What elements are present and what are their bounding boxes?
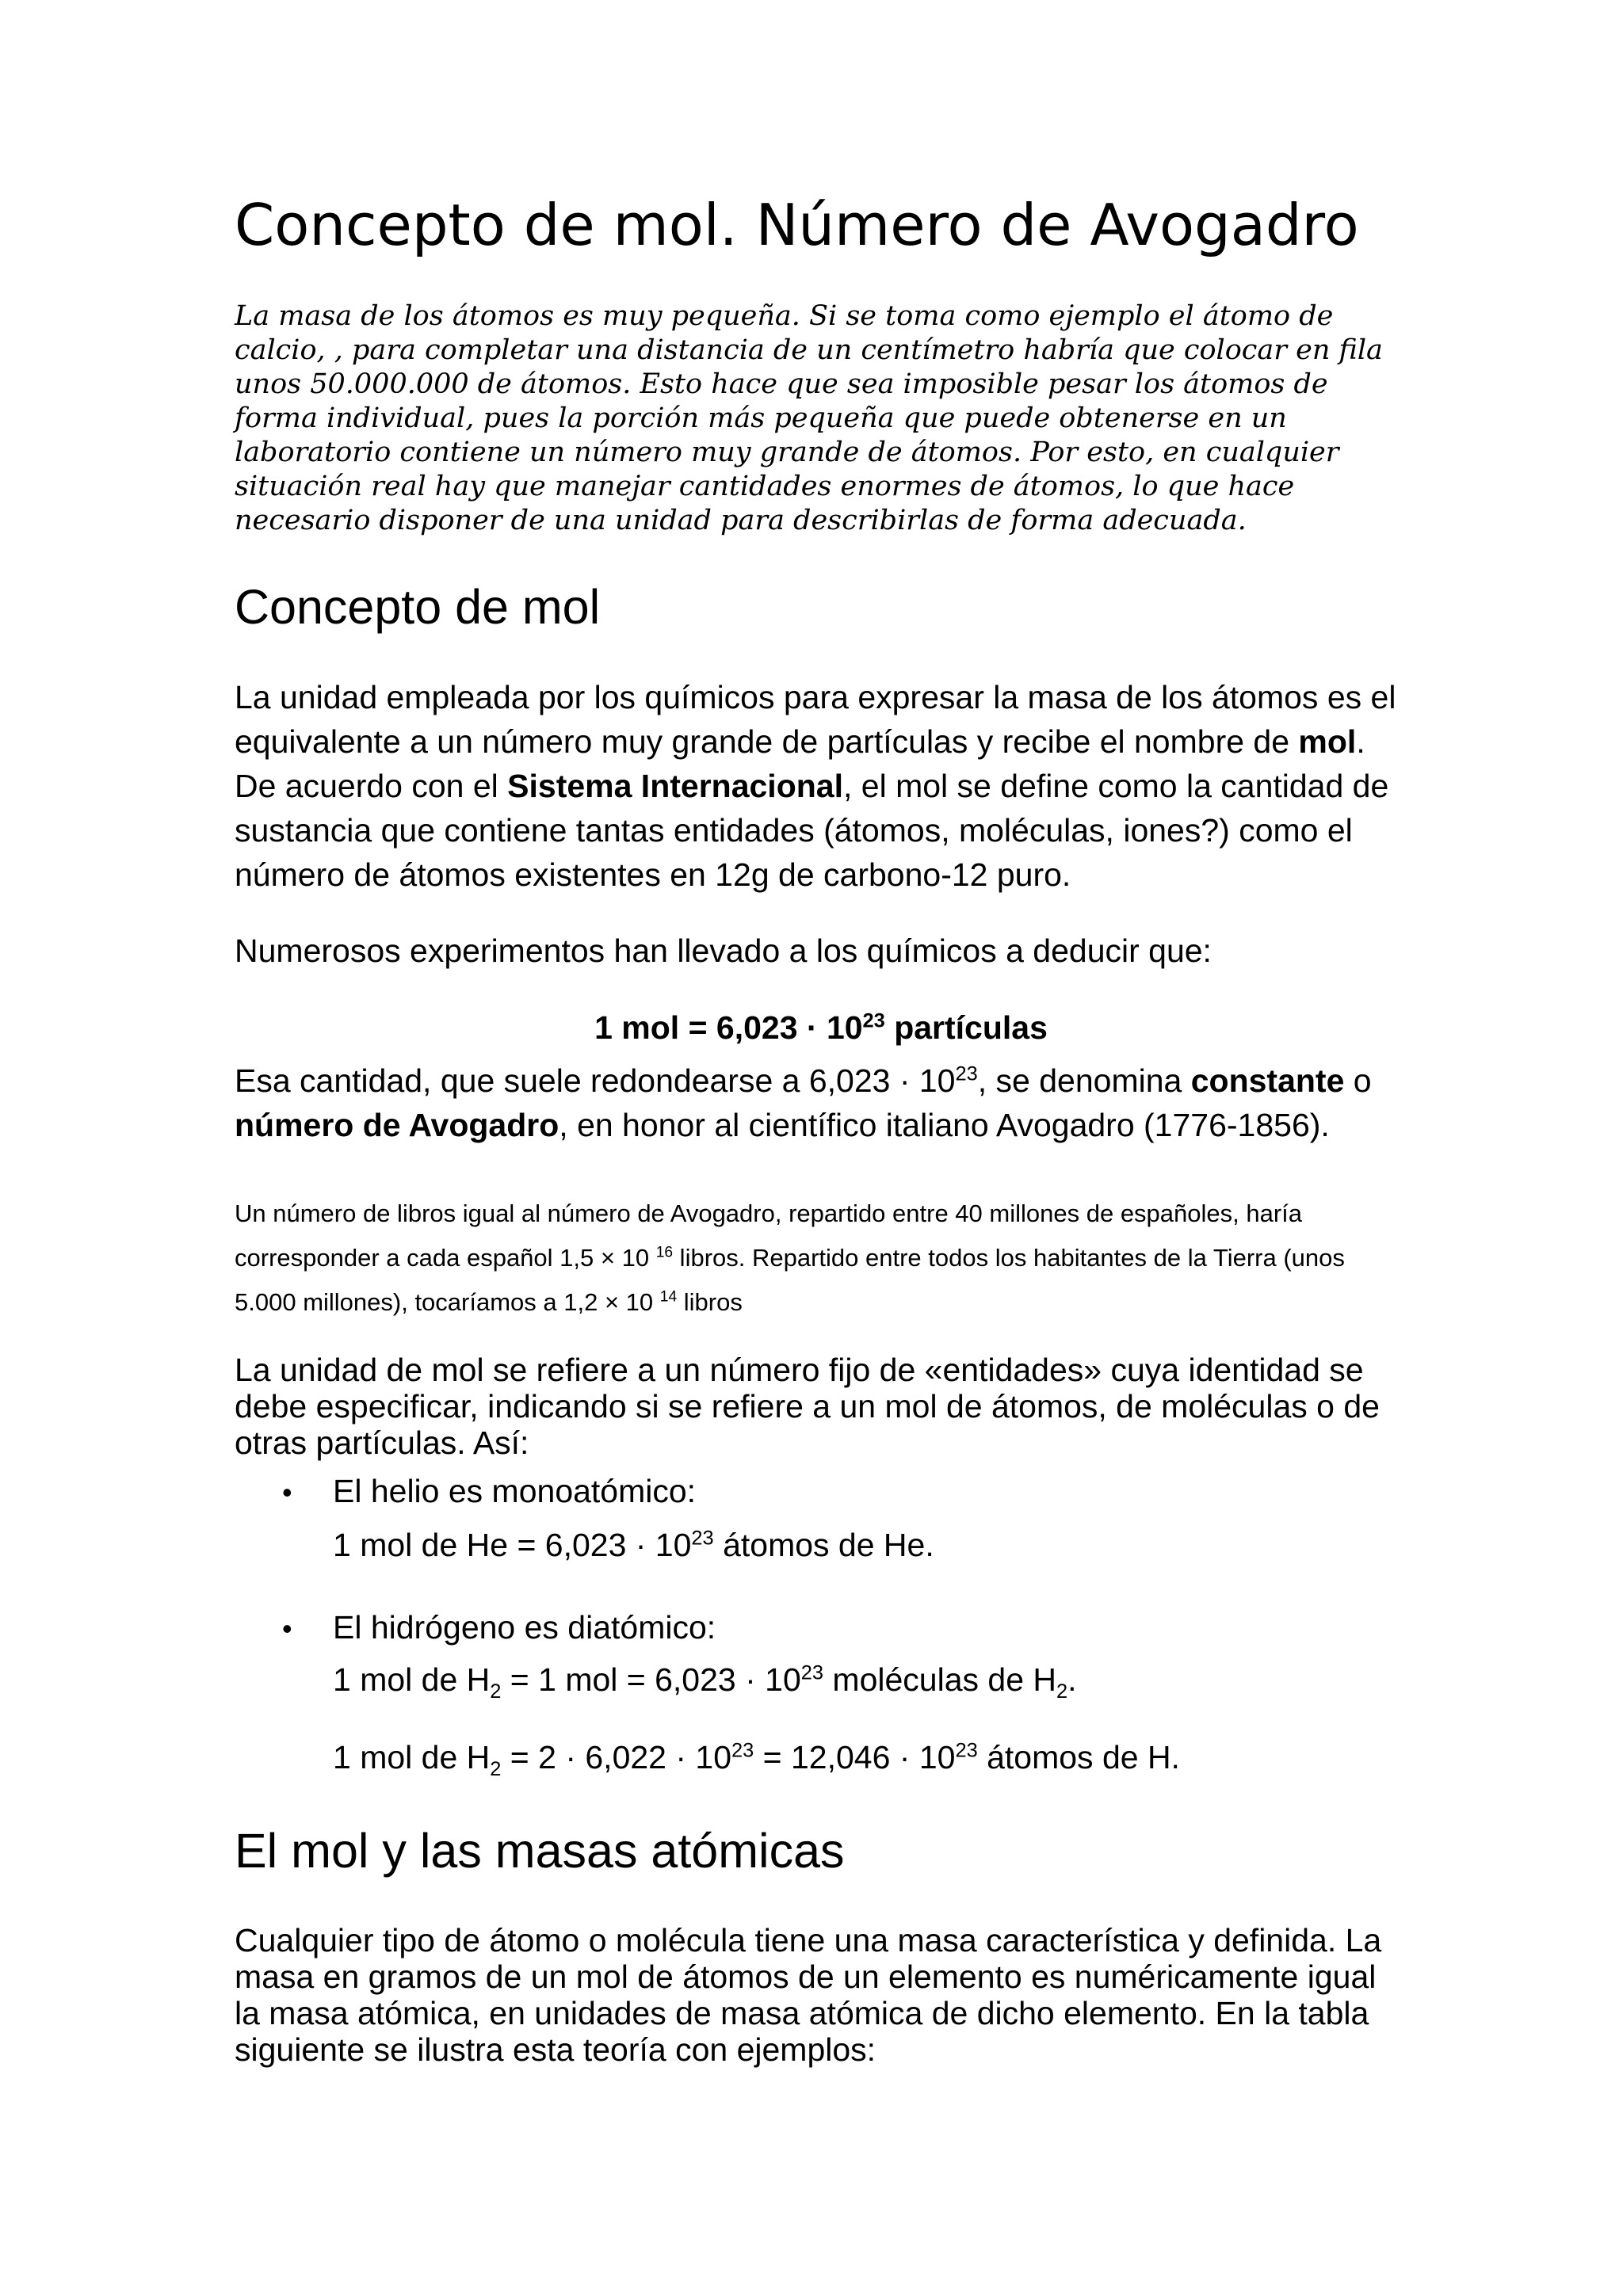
definition-paragraph	[235, 675, 1407, 897]
h2-eq1-subscript: 2	[490, 1680, 502, 1703]
helium-eq-right: átomos de He.	[713, 1527, 934, 1563]
hydrogen-atoms-equation	[333, 1735, 1180, 1779]
avogadro-constant-paragraph	[235, 1058, 1407, 1147]
section-heading-masas-atomicas: El mol y las masas atómicas	[235, 1824, 845, 1878]
constant-exponent: 23	[955, 1062, 978, 1085]
h2-eq2-text-1: 1 mol de H	[333, 1739, 491, 1775]
h2-eq1-text-2: = 1 mol = 6,023 · 10	[501, 1661, 801, 1698]
constant-text-3: o	[1344, 1062, 1372, 1099]
entities-paragraph: La unidad de mol se refiere a un número fijo de «entidades» cuya identidad se debe especificar, indicando si se refiere a un mol de átomos, de moléculas o de otras partículas. Así:	[235, 1352, 1380, 1461]
constant-term: constante	[1190, 1062, 1345, 1099]
h2-eq1-text-3: moléculas de H	[823, 1661, 1056, 1698]
h2-eq2-exponent: 23	[731, 1739, 754, 1762]
helium-eq-left: 1 mol de He = 6,023 · 10	[333, 1527, 692, 1563]
avogadro-formula	[235, 1008, 1407, 1047]
helium-label: El helio es monoatómico:	[333, 1473, 697, 1509]
intro-paragraph: La masa de los átomos es muy pequeña. Si se toma como ejemplo el átomo de calcio, , para completar una distancia de un centímetro habría que colocar en fila unos 50.000.000 de átomos. Esto hace que sea imposible pesar los átomos de forma individual, pues la porción más pequeña que puede obtenerse en un laboratorio contiene un número muy grande de átomos. Por esto, en cualquier situación real hay que manejar cantidades enormes de átomos, lo que hace necesario disponer de una unidad para describirlas de forma adecuada.	[235, 300, 1383, 536]
h2-eq1-subscript-2: 2	[1056, 1680, 1068, 1703]
constant-text-4: , en honor al científico italiano Avogadro (1776-1856).	[559, 1107, 1330, 1143]
definition-text-3: , el mol se define como la cantidad de sustancia que contiene tantas entidades (átomos, moléculas, iones?) como el número de átomos existentes en 12g de carbono-12 puro.	[235, 768, 1389, 893]
note-text-3: libros	[677, 1288, 743, 1316]
formula-exponent: 23	[862, 1009, 885, 1032]
h2-eq1-text-4: .	[1067, 1661, 1077, 1698]
h2-eq2-exponent-2: 23	[955, 1739, 978, 1762]
constant-text-1: Esa cantidad, que suele redondearse a 6,023 · 10	[235, 1062, 956, 1099]
note-text-1: Un número de libros igual al número de Avogadro, repartido entre 40 millones de españoles, haría corresponder a cada español 1,5 × 10	[235, 1199, 1303, 1272]
si-term: Sistema Internacional	[507, 768, 843, 804]
helium-equation	[333, 1523, 934, 1567]
helium-eq-exponent: 23	[691, 1527, 714, 1550]
experiments-paragraph: Numerosos experimentos han llevado a los químicos a deducir que:	[235, 933, 1212, 969]
section-heading-concepto-de-mol: Concepto de mol	[235, 580, 601, 634]
note-text-2: libros. Repartido entre todos los habitantes de la Tierra (unos 5.000 millones), tocaríamos a 1,2 × 10	[235, 1244, 1345, 1316]
avogadro-number-term: número de Avogadro	[235, 1107, 559, 1143]
h2-eq1-exponent: 23	[800, 1661, 824, 1684]
note-exponent-2: 14	[659, 1288, 678, 1306]
h2-eq1-text-1: 1 mol de H	[333, 1661, 491, 1698]
hydrogen-molecules-equation	[333, 1657, 1077, 1702]
formula-left: 1 mol = 6,023 · 10	[594, 1009, 863, 1046]
definition-text-2: . De acuerdo con el	[235, 723, 1365, 804]
hydrogen-label: El hidrógeno es diatómico:	[333, 1609, 716, 1646]
h2-eq2-text-4: átomos de H.	[977, 1739, 1180, 1775]
constant-text-2: , se denomina	[977, 1062, 1191, 1099]
page-title: Concepto de mol. Número de Avogadro	[235, 192, 1359, 258]
h2-eq2-subscript: 2	[490, 1758, 502, 1781]
atomic-mass-paragraph: Cualquier tipo de átomo o molécula tiene una masa característica y definida. La masa en gramos de un mol de átomos de un elemento es numéricamente igual la masa atómica, en unidades de masa atómica de dicho elemento. En la tabla siguiente se ilustra esta teoría con ejemplos:	[235, 1922, 1382, 2068]
h2-eq2-text-2: = 2 · 6,022 · 10	[501, 1739, 732, 1775]
books-note	[235, 1192, 1407, 1325]
bullet-icon: •	[282, 1612, 292, 1645]
note-exponent-1: 16	[655, 1244, 674, 1261]
formula-right: partículas	[884, 1009, 1048, 1046]
h2-eq2-text-3: = 12,046 · 10	[754, 1739, 956, 1775]
definition-text-1: La unidad empleada por los químicos para expresar la masa de los átomos es el equivalente a un número muy grande de partículas y recibe el nombre de	[235, 679, 1396, 760]
mol-term: mol	[1298, 723, 1357, 760]
bullet-icon: •	[282, 1476, 292, 1508]
